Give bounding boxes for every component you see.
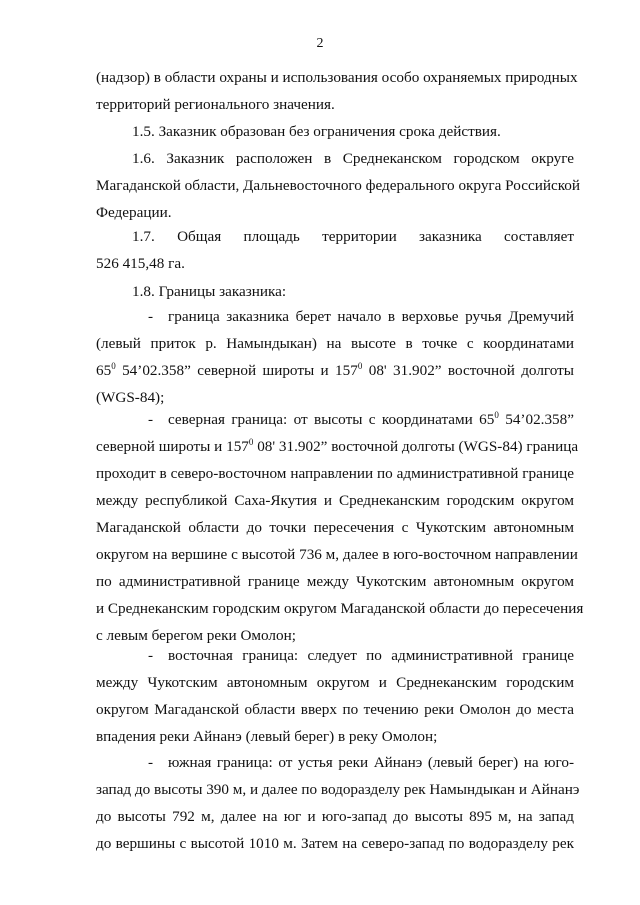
text-line: 1.8. Границы заказника: bbox=[132, 283, 287, 300]
bullet-dash: - bbox=[148, 647, 154, 664]
text-line: Магаданской области, Дальневосточного федерального округа Российской bbox=[96, 177, 581, 194]
page-number: 2 bbox=[316, 36, 324, 51]
paragraph-1-6 bbox=[96, 145, 581, 226]
degree-sup: 0 bbox=[248, 437, 254, 447]
text-line: южная граница: от устья реки Айнанэ (левый берег) на юго- bbox=[168, 754, 574, 771]
text-line: северной широты и $157^0$ 08' 31.902” восточной долготы (WGS-84) граница bbox=[96, 437, 579, 455]
text-line: между Чукотским автономным округом и Среднеканским городским bbox=[96, 674, 574, 691]
degree-sup: 0 bbox=[111, 361, 116, 371]
degree-sup: 0 bbox=[357, 361, 363, 371]
text-line: до высоты 792 м, далее на юг и юго-запад до высоты 895 м, на запад bbox=[96, 808, 574, 825]
text-line: 1.5. Заказник образован без ограничения срока действия. bbox=[132, 123, 501, 140]
text-line: восточная граница: следует по административной границе bbox=[168, 647, 574, 664]
text-line: (WGS-84); bbox=[96, 389, 165, 406]
text-line: с левым берегом реки Омолон; bbox=[96, 627, 296, 644]
text-line: Федерации. bbox=[96, 204, 172, 221]
bullet-north-border bbox=[96, 406, 584, 649]
paragraph-intro bbox=[96, 64, 578, 118]
paragraph-1-7 bbox=[96, 223, 574, 277]
text-line: впадения реки Айнанэ (левый берег) в реку Омолон; bbox=[96, 728, 438, 745]
bullet-start-point bbox=[96, 303, 574, 411]
degree-sup: 0 bbox=[494, 410, 499, 420]
text-line: 1.6. Заказник расположен в Среднеканском городском округе bbox=[132, 150, 574, 167]
paragraph-1-5 bbox=[96, 118, 574, 145]
text-line: 526 415,48 га. bbox=[96, 255, 185, 272]
text-line: 1.7. Общая площадь территории заказника составляет bbox=[132, 228, 574, 245]
text-line: (надзор) в области охраны и использования особо охраняемых природных bbox=[96, 69, 578, 86]
bullet-east-border bbox=[96, 642, 574, 750]
bullet-dash: - bbox=[148, 308, 154, 325]
text-line: территорий регионального значения. bbox=[96, 96, 335, 113]
text-line: проходит в северо-восточном направлении по административной границе bbox=[96, 465, 574, 482]
text-line: северная граница: от высоты с координатами $65^0$ 54’02.358” bbox=[168, 410, 574, 428]
text-line: округом на вершине с высотой 736 м, далее в юго-восточном направлении bbox=[96, 546, 578, 563]
paragraph-1-8 bbox=[96, 278, 574, 305]
text-line: и Среднеканским городским округом Магаданской области до пересечения bbox=[96, 600, 584, 617]
text-line: по административной границе между Чукотским автономным округом bbox=[96, 573, 574, 590]
text-line: до вершины с высотой 1010 м. Затем на северо-запад по водоразделу рек bbox=[96, 835, 574, 852]
bullet-dash: - bbox=[148, 754, 154, 771]
bullet-dash: - bbox=[148, 411, 154, 428]
text-line: граница заказника берет начало в верховье ручья Дремучий bbox=[168, 308, 574, 325]
text-line: округом Магаданской области вверх по течению реки Омолон до места bbox=[96, 701, 574, 718]
text-line: Магаданской области до точки пересечения с Чукотским автономным bbox=[96, 519, 574, 536]
text-line: между республикой Саха-Якутия и Среднеканским городским округом bbox=[96, 492, 574, 509]
text-line: $65^0$ 54’02.358” северной широты и $157^0$ 08' 31.902” восточной долготы bbox=[96, 361, 574, 379]
text-line: (левый приток р. Намындыкан) на высоте в точке с координатами bbox=[96, 335, 574, 352]
text-line: запад до высоты 390 м, и далее по водоразделу рек Намындыкан и Айнанэ bbox=[96, 781, 580, 798]
bullet-south-border bbox=[96, 749, 580, 857]
